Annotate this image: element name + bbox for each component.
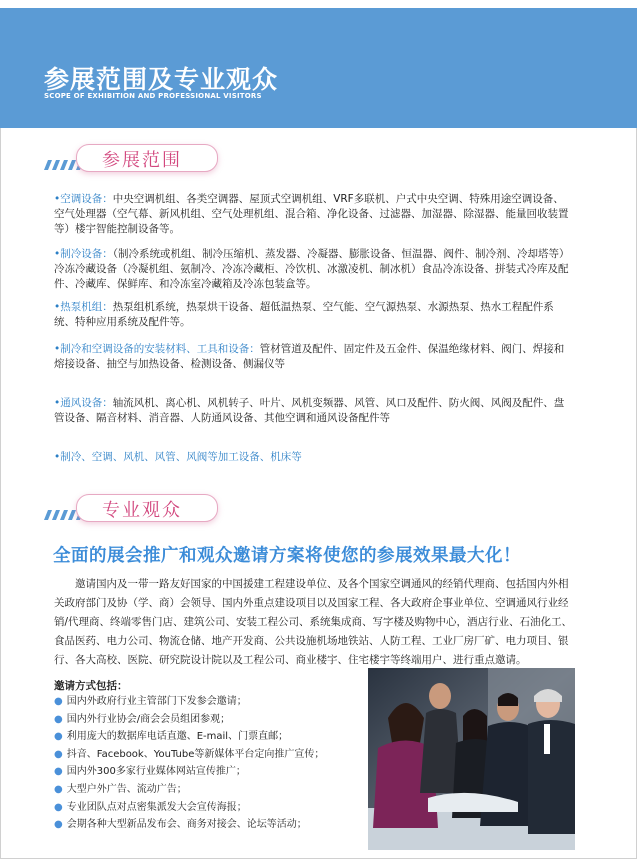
scope-heading (42, 144, 242, 176)
visitors-heading (42, 494, 242, 526)
scope-heading-label: 参展范围 (102, 150, 182, 171)
scope-item-text: 管材管道及配件、固定件及五金件、保温绝缘材料、阀门、焊接和熔接设备、抽空与加热设备、检测设备、侧漏仪等 (54, 343, 565, 370)
invitation-paragraph: 邀请国内及一带一路友好国家的中国援建工程建设单位、及各个国家空调通风的经销代理商、包括国内外相关政府部门及协（学、商）会领导、国内外重点建设项目以及国家工程、各大政府企事业单位、空调通风行业经销/代理商、终端零售门店、建筑公司、安装工程公司、系统集成商、写字楼及购物中心，酒店行业、石油化工、食品医药、电力公司、物流仓储、地产开发商、公共设施机场地铁站、人防工程、工业厂房厂矿、电力项目、银行、各大高校、医院、研究院设计院以及工程公司、商业楼宇、住宅楼宇等终端用户、进行重点邀请。 (54, 578, 573, 666)
list-item: ● 国内外政府行业主管部门下发参会邀请； (54, 696, 247, 707)
list-item: ● 专业团队点对点密集派发大会宣传海报； (54, 801, 247, 813)
scope-item-text: 热泵组机系统，热泵烘干设备、超低温热泵、空气能、空气源热泵、水源热泵、热水工程配件系统、特种应用系统及配件等。 (54, 301, 554, 328)
page-title: 参展范围及专业观众 (44, 65, 279, 94)
header-band (0, 0, 637, 128)
scope-item-key: 制冷设备： (60, 248, 113, 260)
scope-item-refrigeration: •制冷设备：（制冷系统或机组、制冷压缩机、蒸发器、冷凝器、膨胀设备、恒温器、阀件、制冷剂、冷却塔等）冷冻冷藏设备（冷凝机组、氨制冷、冷冻冷藏柜、冷饮机、冰激凌机、制冰机）食品冷冻设备、拼装式冷库及配件、冷藏库、保鲜库、和冷冻室冷藏箱及冷冻包装盒等。 (54, 248, 570, 290)
list-item: ● 利用庞大的数据库电话直邀、E-mail、门票直邮； (54, 731, 289, 743)
scope-item-key: 空调设备： (60, 193, 113, 205)
methods-list (54, 693, 364, 834)
visitors-photo-illustration (368, 668, 575, 850)
list-item: ● 国内外300多家行业媒体网站宣传推广； (54, 766, 246, 778)
scope-item-key: 制冷和空调设备的安装材料、工具和设备： (60, 343, 260, 355)
scope-item-text: 中央空调机组、各类空调器、屋顶式空调机组、VRF多联机、户式中央空调、特殊用途空调设备、空气处理器（空气幕、新风机组、空气处理机组、混合箱、净化设备、过滤器、加湿器、除湿器、能量回收装置等）楼宇智能控制设备等。 (54, 193, 569, 235)
scope-item-key: 制冷、空调、风机、风管、风阀等加工设备、机床等 (60, 451, 302, 463)
list-item: ● 大型户外广告、流动广告； (54, 783, 187, 795)
scope-item-installation: •制冷和空调设备的安装材料、工具和设备：管材管道及配件、固定件及五金件、保温绝缘材料、阀门、焊接和熔接设备、抽空与加热设备、检测设备、侧漏仪等 (54, 343, 565, 370)
scope-item-heatpump: •热泵机组：热泵组机系统，热泵烘干设备、超低温热泵、空气能、空气源热泵、水源热泵、热水工程配件系统、特种应用系统及配件等。 (54, 301, 554, 328)
header-top-strip (0, 0, 637, 8)
list-item: ● 会期各种大型新品发布会、商务对接会、论坛等活动； (54, 819, 307, 831)
list-item: ● 国内外行业协会/商会会员组团参观； (54, 713, 231, 725)
promotion-slogan: 全面的展会推广和观众邀请方案将使您的参展效果最大化！ (53, 546, 521, 566)
scope-item-processing: •制冷、空调、风机、风管、风阀等加工设备、机床等 (54, 451, 302, 463)
scope-item-key: 通风设备： (60, 397, 113, 409)
list-item: ● 抖音、Facebook、YouTube等新媒体平台定向推广宣传； (54, 748, 325, 760)
methods-title: 邀请方式包括： (54, 680, 128, 692)
page-subtitle: SCOPE OF EXHIBITION AND PROFESSIONAL VISITORS (44, 92, 262, 100)
visitors-heading-label: 专业观众 (102, 500, 182, 521)
scope-item-text: 轴流风机、离心机、风机转子、叶片、风机变频器、风管、风口及配件、防火阀、风阀及配件、盘管设备、隔音材料、消音器、人防通风设备、其他空调和通风设备配件等 (54, 397, 565, 424)
scope-item-ventilation: •通风设备：轴流风机、离心机、风机转子、叶片、风机变频器、风管、风口及配件、防火阀、风阀及配件、盘管设备、隔音材料、消音器、人防通风设备、其他空调和通风设备配件等 (54, 397, 565, 424)
scope-item-key: 热泵机组： (60, 301, 113, 313)
scope-item-text: （制冷系统或机组、制冷压缩机、蒸发器、冷凝器、膨胀设备、恒温器、阀件、制冷剂、冷却塔等）冷冻冷藏设备（冷凝机组、氨制冷、冷冻冷藏柜、冷饮机、冰激凌机、制冰机）食品冷冻设备、拼装式冷库及配件、冷藏库、保鲜库、和冷冻室冷藏箱及冷冻包装盒等。 (54, 248, 570, 290)
visitors-photo (368, 668, 575, 850)
scope-item-aircon: •空调设备：中央空调机组、各类空调器、屋顶式空调机组、VRF多联机、户式中央空调、特殊用途空调设备、空气处理器（空气幕、新风机组、空气处理机组、混合箱、净化设备、过滤器、加湿器、除湿器、能量回收装置等）楼宇智能控制设备等。 (54, 193, 569, 235)
